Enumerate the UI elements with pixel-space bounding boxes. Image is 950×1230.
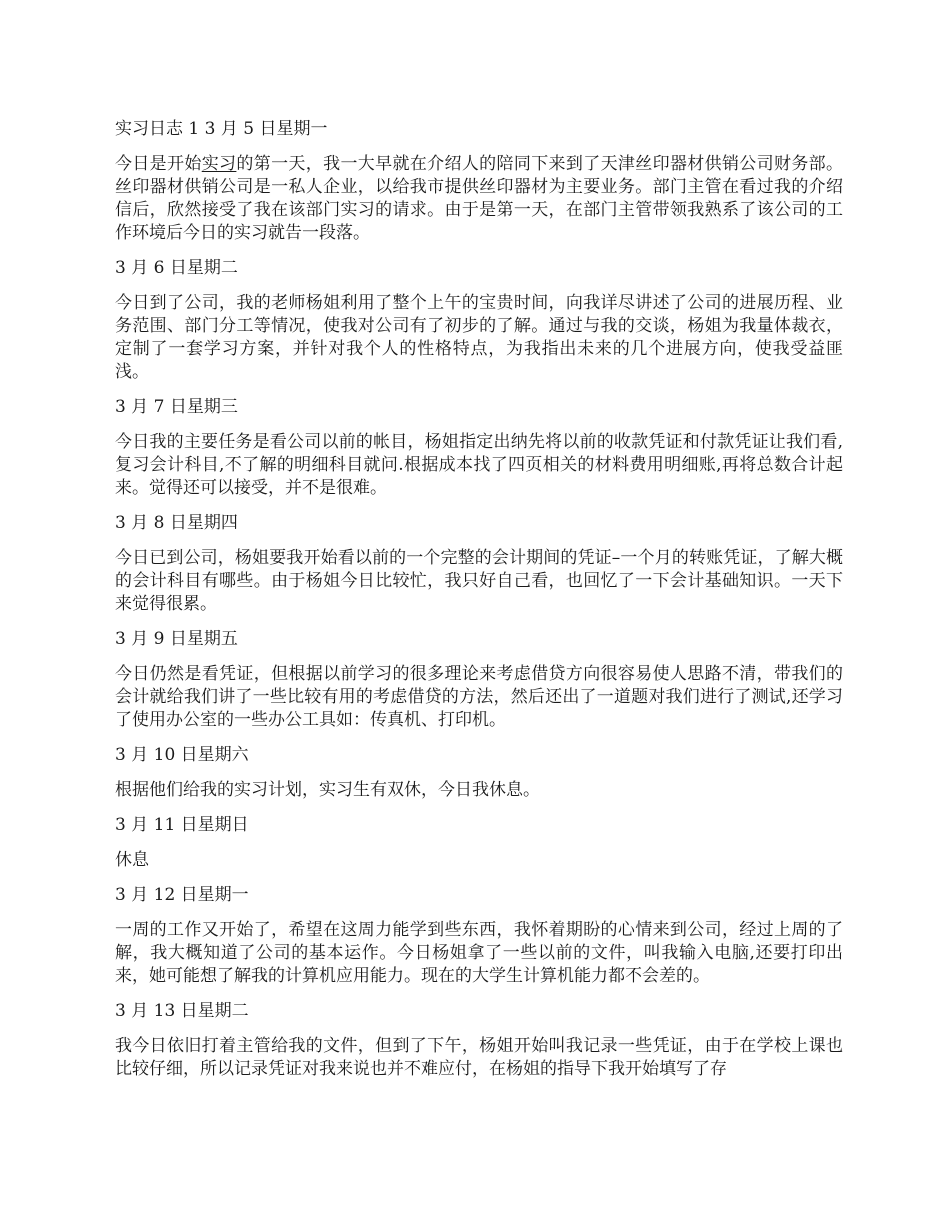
internship-link[interactable]: 实习 xyxy=(201,154,237,174)
entry-date-heading: 3 月 11 日星期日 xyxy=(115,815,249,835)
entry-date-heading: 3 月 10 日星期六 xyxy=(115,745,249,765)
entry-paragraph: 今日已到公司，杨姐要我开始看以前的一个完整的会计期间的凭证–一个月的转账凭证，了解大概的会计科目有哪些。由于杨姐今日比较忙，我只好自己看，也回忆了一下会计基础知识。一天下来觉得很累。 xyxy=(115,548,843,614)
entry-paragraph: 休息 xyxy=(115,850,149,870)
entry-date-heading: 3 月 6 日星期二 xyxy=(115,258,238,278)
entry-paragraph: 一周的工作又开始了，希望在这周力能学到些东西，我怀着期盼的心情来到公司，经过上周的了解，我大概知道了公司的基本运作。今日杨姐拿了一些以前的文件，叫我输入电脑,还要打印出来，她可能想了解我的计算机应用能力。现在的大学生计算机能力都不会差的。 xyxy=(115,920,843,986)
entry-date-heading: 3 月 8 日星期四 xyxy=(115,513,238,533)
entry-paragraph: 根据他们给我的实习计划，实习生有双休，今日我休息。 xyxy=(115,780,540,800)
entry-paragraph: 今日到了公司，我的老师杨姐利用了整个上午的宝贵时间，向我详尽讲述了公司的进展历程、业务范围、部门分工等情况，使我对公司有了初步的了解。通过与我的交谈，杨姐为我量体裁衣，定制了一套学习方案，并针对我个人的性格特点，为我指出未来的几个进展方向，使我受益匪浅。 xyxy=(115,293,843,382)
entry-date-heading: 3 月 7 日星期三 xyxy=(115,397,238,417)
entry-paragraph: 今日仍然是看凭证，但根据以前学习的很多理论来考虑借贷方向很容易使人思路不清，带我们的会计就给我们讲了一些比较有用的考虑借贷的方法，然后还出了一道题对我们进行了测试,还学习了使用办公室的一些办公工具如：传真机、打印机。 xyxy=(115,664,843,730)
entry-date-heading: 实习日志 1 3 月 5 日星期一 xyxy=(115,119,328,139)
entry-paragraph xyxy=(115,153,843,245)
entry-paragraph: 今日我的主要任务是看公司以前的帐目，杨姐指定出纳先将以前的收款凭证和付款凭证让我们看,复习会计科目,不了解的明细科目就问.根据成本找了四页相关的材料费用明细账,再将总数合计起来。觉得还可以接受，并不是很难。 xyxy=(115,432,843,498)
entry-text: 的第一天，我一大早就在介绍人的陪同下来到了天津丝印器材供销公司财务部。丝印器材供销公司是一私人企业，以给我市提供丝印器材为主要业务。部门主管在看过我的介绍信后，欣然接受了我在该部门实习的请求。由于是第一天，在部门主管带领我熟系了该公司的工作环境后今日的实习就告一段落。 xyxy=(115,154,844,243)
entry-date-heading: 3 月 9 日星期五 xyxy=(115,629,238,649)
entry-date-heading: 3 月 12 日星期一 xyxy=(115,885,249,905)
entry-paragraph: 我今日依旧打着主管给我的文件，但到了下午，杨姐开始叫我记录一些凭证，由于在学校上课也比较仔细，所以记录凭证对我来说也并不难应付，在杨姐的指导下我开始填写了存 xyxy=(115,1036,843,1079)
document-page xyxy=(115,118,843,1093)
entry-date-heading: 3 月 13 日星期二 xyxy=(115,1001,249,1021)
entry-text: 今日是开始 xyxy=(115,154,202,174)
